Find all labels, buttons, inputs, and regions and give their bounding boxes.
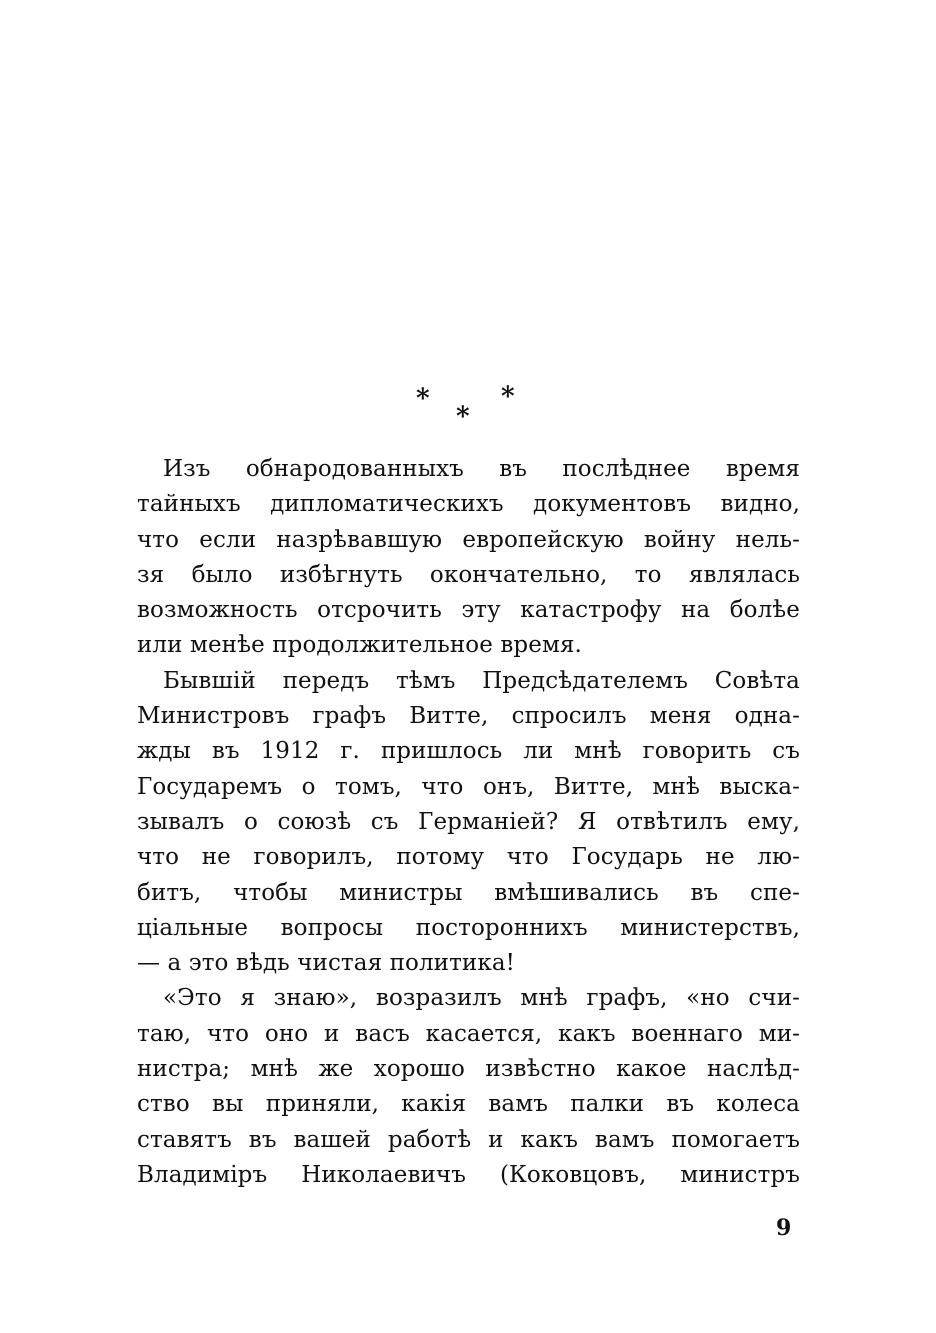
text-line: что не говорилъ, потому что Государь не лю- <box>137 844 800 871</box>
page-number: 9 <box>776 1215 792 1241</box>
section-divider-asterism <box>400 378 530 438</box>
asterisk-mark: * <box>416 384 430 414</box>
text-line: жды въ 1912 г. пришлось ли мнѣ говорить съ <box>137 738 800 765</box>
asterisk-mark: * <box>456 402 470 432</box>
text-line: Изъ обнародованныхъ въ послѣднее время <box>163 456 800 482</box>
text-line: Бывшій передъ тѣмъ Предсѣдателемъ Совѣта <box>163 667 800 694</box>
text-line: нистра; мнѣ же хорошо извѣстно какое наслѣд- <box>137 1056 800 1083</box>
text-line: возможность отсрочить эту катастрофу на болѣе <box>137 597 800 624</box>
text-line: «Это я знаю», возразилъ мнѣ графъ, «но счи- <box>163 985 800 1012</box>
text-line: зя было избѣгнуть окончательно, то являлась <box>137 561 800 588</box>
text-line: ставятъ въ вашей работѣ и какъ вамъ помогаетъ <box>137 1126 800 1153</box>
text-line: ціальные вопросы постороннихъ министерствъ, <box>137 914 800 941</box>
text-line: или менѣе продолжительное время. <box>137 632 582 659</box>
text-line: Государемъ о томъ, что онъ, Витте, мнѣ выска- <box>137 773 800 800</box>
text-line: тайныхъ дипломатическихъ документовъ видно, <box>137 491 800 518</box>
text-line: Владиміръ Николаевичъ (Коковцовъ, министръ <box>137 1161 800 1188</box>
text-line: что если назрѣвавшую европейскую войну нель- <box>137 526 800 553</box>
text-line: битъ, чтобы министры вмѣшивались въ спе- <box>137 879 800 906</box>
paragraph <box>137 664 800 982</box>
paragraph <box>137 452 800 664</box>
body-text <box>137 452 800 1193</box>
text-line: Министровъ графъ Витте, спросилъ меня одна- <box>137 703 800 730</box>
asterisk-mark: * <box>501 382 515 412</box>
paragraph <box>137 981 800 1193</box>
text-line: — а это вѣдь чистая политика! <box>137 950 515 977</box>
text-line: зывалъ о союзѣ съ Германіей? Я отвѣтилъ ему, <box>137 808 800 835</box>
text-line: ство вы приняли, какія вамъ палки въ колеса <box>137 1091 800 1118</box>
text-line: таю, что оно и васъ касается, какъ военнаго ми- <box>137 1020 800 1047</box>
